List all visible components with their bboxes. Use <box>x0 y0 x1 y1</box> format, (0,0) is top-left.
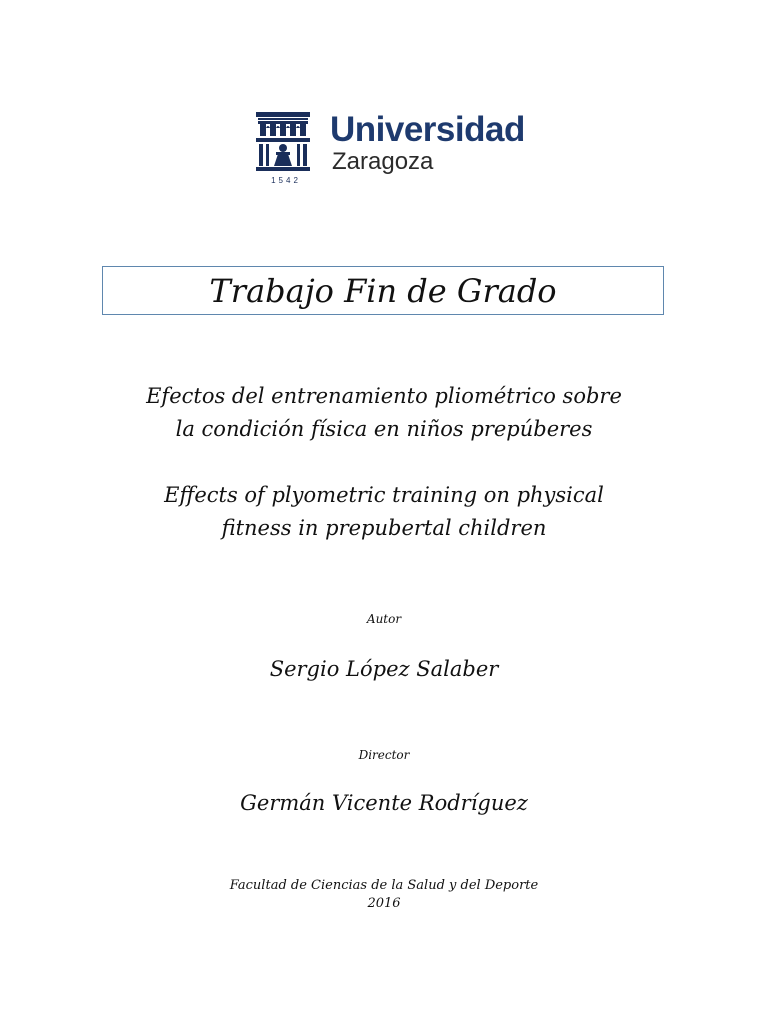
title-english <box>0 479 768 545</box>
university-logo <box>254 110 524 192</box>
submission-year: 2016 <box>367 896 401 911</box>
logo-name-line1: Universidad <box>330 110 525 149</box>
author-label: Autor <box>366 612 402 626</box>
title-spanish-line1: Efectos del entrenamiento pliométrico sobre <box>146 384 622 408</box>
author-name: Sergio López Salaber <box>269 657 499 681</box>
director-name: Germán Vicente Rodríguez <box>240 791 528 815</box>
document-type-title: Trabajo Fin de Grado <box>209 271 557 310</box>
faculty-name: Facultad de Ciencias de la Salud y del Deporte <box>229 878 539 893</box>
title-spanish-line2: la condición física en niños prepúberes <box>175 417 593 441</box>
logo-name-line2: Zaragoza <box>332 148 434 175</box>
logo-year: 1542 <box>271 176 301 185</box>
director-label: Director <box>358 748 410 762</box>
title-spanish <box>0 380 768 446</box>
title-english-line1: Effects of plyometric training on physical <box>164 483 604 507</box>
faculty-footer <box>0 877 768 913</box>
title-english-line2: fitness in prepubertal children <box>221 516 547 540</box>
title-box <box>102 266 664 315</box>
